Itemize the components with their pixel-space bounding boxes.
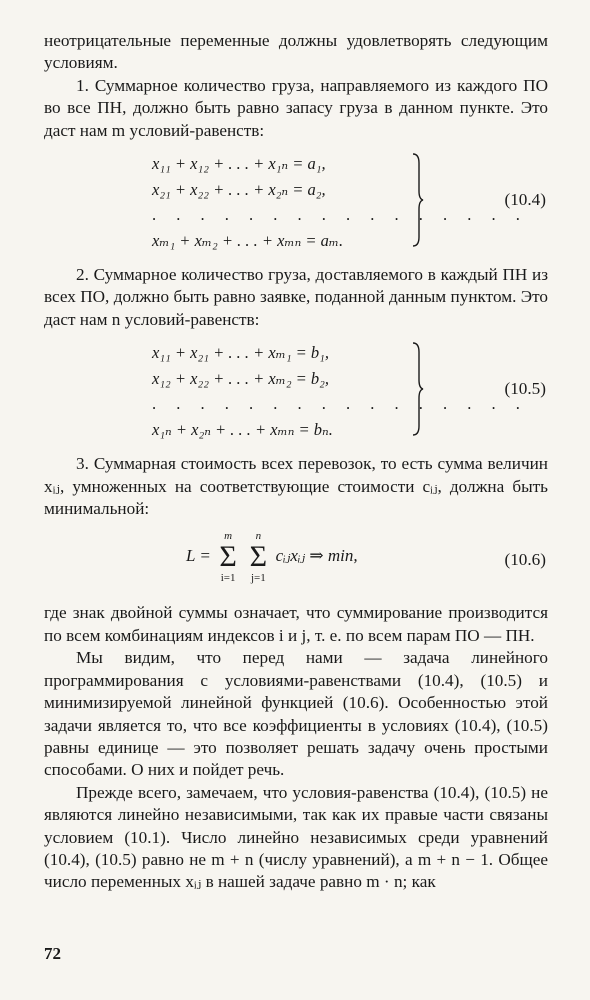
equation-number: (10.5): [504, 379, 546, 399]
paragraph-observation: Мы видим, что перед нами — задача линейного программирования с условиями-равенствами (10.4), (10.5) и минимизируемой линейной функцией (10.6). Особенностью этой задачи является то, что все коэффициенты в условиях (10.4), (10.5) равны единице — это позволяет решать задачу очень простыми способами. О них и пойдет речь.: [44, 648, 548, 780]
equation-line: x₂₁ + x₂₂ + . . . + x₂ₙ = a₂,: [152, 179, 326, 199]
equation-number: (10.4): [504, 190, 546, 210]
paragraph-condition-2: 2. Суммарное количество груза, доставляемого в каждый ПН из всех ПО, должно быть равно заявке, поданной данным пунктом. Это даст нам n условий-равенств:: [44, 265, 548, 329]
equation-dots: . . . . . . . . . . . . . . . .: [152, 205, 528, 225]
sigma-symbol: Σ: [249, 540, 268, 574]
equation-dots: . . . . . . . . . . . . . . . .: [152, 394, 528, 414]
paragraph-intro: неотрицательные переменные должны удовлетворять следующим условиям.: [44, 31, 548, 73]
page-number: 72: [44, 944, 61, 963]
sum-lower-limit: j=1: [250, 572, 266, 585]
equation-line: x₁₂ + x₂₂ + . . . + xₘ₂ = b₂,: [152, 368, 330, 388]
sum-upper-limit: m: [224, 530, 233, 543]
equation-line: x₁ₙ + x₂ₙ + . . . + xₘₙ = bₙ.: [152, 419, 333, 439]
paragraph-independence: Прежде всего, замечаем, что условия-равенства (10.4), (10.5) не являются линейно независимыми, так как их правые части связаны условием (10.1). Число линейно независимых среди уравнений (10.4), (10.5) равно не m + n (числу уравнений), а m + n − 1. Общее число переменных xᵢⱼ в нашей задаче равно m · n; как: [44, 782, 548, 892]
equation-line: xₘ₁ + xₘ₂ + . . . + xₘₙ = aₘ.: [152, 230, 344, 250]
right-brace-icon: [412, 153, 424, 247]
sigma-symbol: Σ: [219, 540, 237, 574]
page-body: [44, 30, 548, 894]
equation-block-10-4: [44, 151, 548, 254]
sum-sign: [245, 530, 271, 584]
paragraph-condition-3: 3. Суммарная стоимость всех перевозок, то есть сумма величин xᵢⱼ, умноженных на соответствующие стоимости cᵢⱼ, должна быть минимальной:: [44, 454, 548, 519]
equation-block-10-6: [44, 524, 548, 598]
equation-block-10-5: [44, 340, 548, 443]
equation-lhs: L =: [186, 546, 211, 566]
right-brace-icon: [412, 342, 424, 436]
equation-line: x₁₁ + x₂₁ + . . . + xₘ₁ = b₁,: [152, 343, 330, 363]
equation-number: (10.6): [504, 550, 546, 570]
sum-lower-limit: i=1: [220, 572, 236, 585]
paragraph-explanation: где знак двойной суммы означает, что суммирование производится по всем комбинациям индексов i и j, т. е. по всем парам ПО — ПН.: [44, 603, 548, 645]
paragraph-condition-1: 1. Суммарное количество груза, направляемого из каждого ПО во все ПН, должно быть равно запасу груза в данном пункте. Это даст нам m условий-равенств:: [44, 75, 548, 140]
sum-sign: [215, 530, 241, 584]
equation-body: cᵢⱼxᵢⱼ ⇒ min,: [275, 546, 358, 566]
equation-line: x₁₁ + x₁₂ + . . . + x₁ₙ = a₁,: [152, 154, 326, 174]
sum-upper-limit: n: [255, 530, 262, 543]
